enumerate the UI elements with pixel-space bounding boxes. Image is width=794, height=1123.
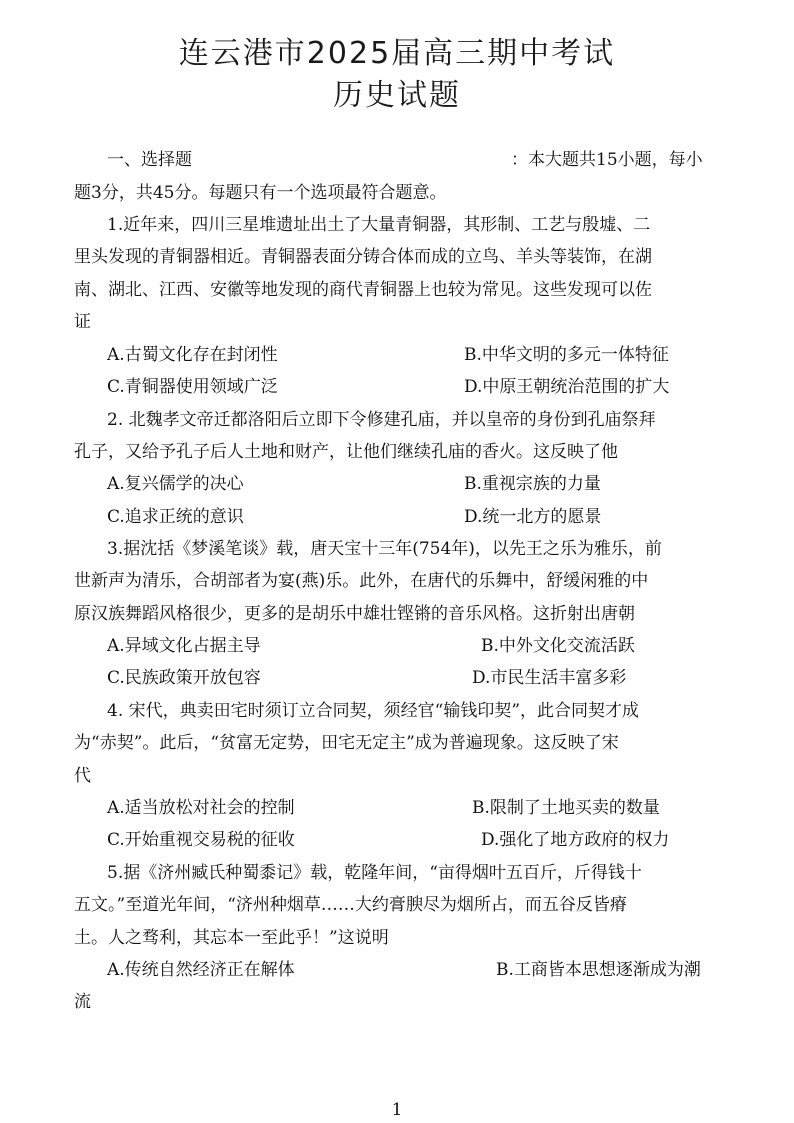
option-a: A.异域文化占据主导 [107,636,261,656]
option-d: D.中原王朝统治范围的扩大 [464,377,670,397]
exam-subtitle: 历史试题 [333,78,461,113]
question-text: 1.近年来，四川三星堆遗址出土了大量青铜器，其形制、工艺与殷墟、二 [107,215,651,235]
question-text: 孔子，又给予孔子后人土地和财产，让他们继续孔庙的香火。这反映了他 [74,442,618,462]
section-instruction: ：本大题共15小题，每小 [511,150,703,170]
option-a: A.古蜀文化存在封闭性 [107,345,278,365]
option-a: A.适当放松对社会的控制 [107,798,295,818]
option-d: D.统一北方的愿景 [464,507,602,527]
option-b-cont: 流 [74,992,91,1012]
section-heading: 一、选择题 [107,150,192,170]
question-text: 代 [74,766,91,786]
question-text: 南、湖北、江西、安徽等地发现的商代青铜器上也较为常见。这些发现可以佐 [74,280,652,300]
section-instruction-cont: 题3分，共45分。每题只有一个选项最符合题意。 [74,183,447,203]
question-text: 5.据《济州臧氏种蜀黍记》载，乾隆年间，“亩得烟叶五百斤，斤得钱十 [107,863,642,883]
question-text: 为“赤契”。此后，“贫富无定势，田宅无定主”成为普遍现象。这反映了宋 [74,733,619,753]
question-text: 3.据沈括《梦溪笔谈》载，唐天宝十三年(754年)，以先王之乐为雅乐，前 [107,539,662,559]
option-c: C.追求正统的意识 [107,507,244,527]
option-d: D.市民生活丰富多彩 [472,668,627,688]
question-text: 里头发现的青铜器相近。青铜器表面分铸合体而成的立鸟、羊头等装饰，在湖 [74,247,652,267]
option-b: B.限制了土地买卖的数量 [472,798,660,818]
option-a: A.复兴儒学的决心 [107,474,244,494]
question-text: 2. 北魏孝文帝迁都洛阳后立即下令修建孔庙，并以皇帝的身份到孔庙祭拜 [107,410,656,430]
option-b: B.工商皆本思想逐渐成为潮 [496,960,701,980]
option-c: C.民族政策开放包容 [107,668,261,688]
exam-title: 连云港市2025届高三期中考试 [178,36,616,71]
option-d: D.强化了地方政府的权力 [481,830,670,850]
option-a: A.传统自然经济正在解体 [107,960,295,980]
option-b: B.中外文化交流活跃 [481,636,635,656]
question-text: 原汉族舞蹈风格很少，更多的是胡乐中雄壮铿锵的音乐风格。这折射出唐朝 [74,604,635,624]
option-c: C.青铜器使用领域广泛 [107,377,278,397]
page-number: 1 [391,1100,403,1120]
option-b: B.中华文明的多元一体特征 [464,345,669,365]
question-text: 五文。”至道光年间，“济州种烟草……大约膏腴尽为烟所占，而五谷反皆瘠 [74,895,627,915]
question-text: 世新声为清乐，合胡部者为宴(燕)乐。此外，在唐代的乐舞中，舒缓闲雅的中 [74,571,649,591]
option-c: C.开始重视交易税的征收 [107,830,295,850]
option-b: B.重视宗族的力量 [464,474,601,494]
question-text: 土。人之骛利，其忘本一至此乎！”这说明 [74,928,389,948]
question-text: 4. 宋代，典卖田宅时须订立合同契，须经官“输钱印契”，此合同契才成 [107,701,640,721]
question-text: 证 [74,312,91,332]
